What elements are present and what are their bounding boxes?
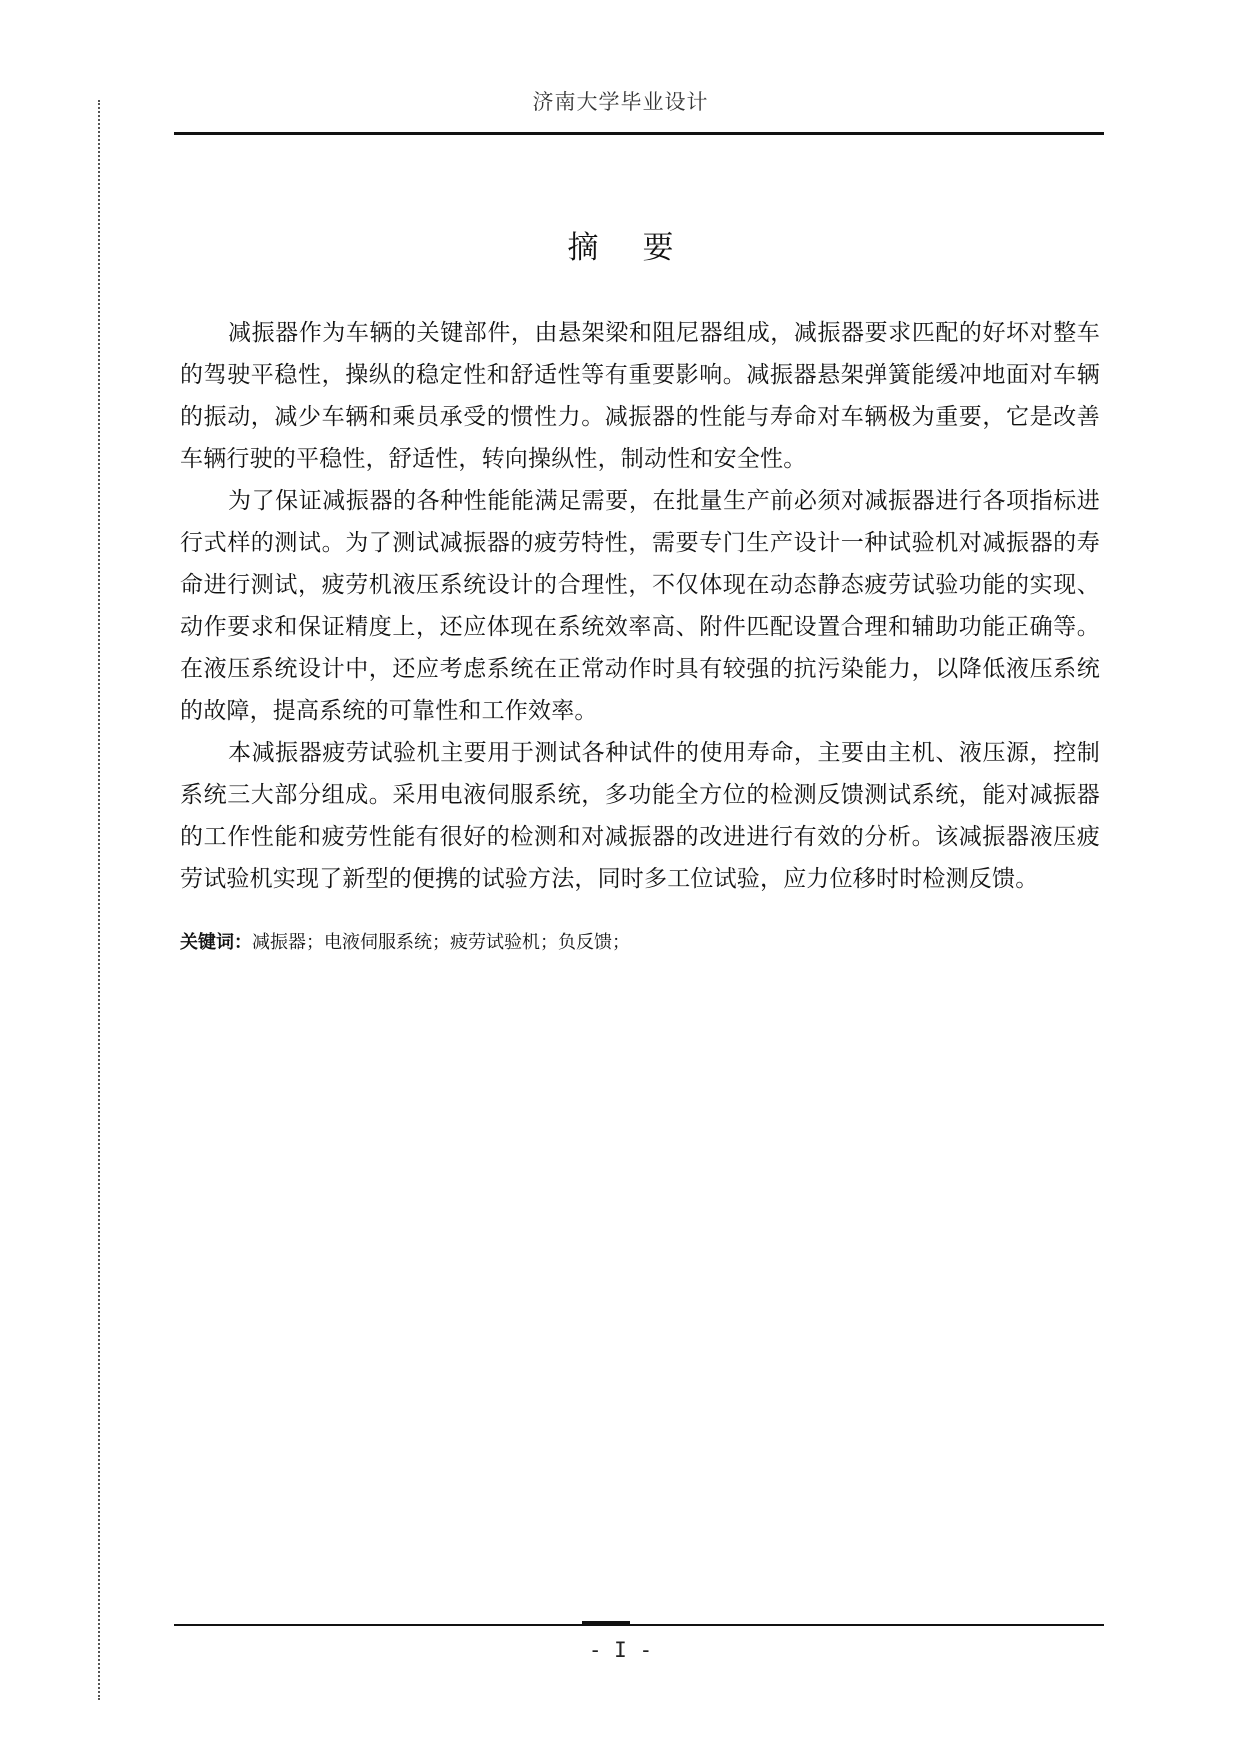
abstract-paragraph: 为了保证减振器的各种性能能满足需要，在批量生产前必须对减振器进行各项指标进行式样的测试。为了测试减振器的疲劳特性，需要专门生产设计一种试验机对减振器的寿命进行测试，疲劳机液压系统设计的合理性，不仅体现在动态静态疲劳试验功能的实现、动作要求和保证精度上，还应体现在系统效率高、附件匹配设置合理和辅助功能正确等。在液压系统设计中，还应考虑系统在正常动作时具有较强的抗污染能力，以降低液压系统的故障，提高系统的可靠性和工作效率。 <box>180 488 1100 724</box>
footer-rule-accent <box>582 1621 630 1624</box>
running-header: 济南大学毕业设计 <box>532 90 709 114</box>
keywords-value: 减振器；电液伺服系统；疲劳试验机；负反馈； <box>252 932 630 953</box>
page-number: - I - <box>588 1638 653 1662</box>
binding-margin-line <box>98 100 100 1700</box>
header-rule <box>174 132 1104 135</box>
keywords-label: 关键词： <box>180 932 252 953</box>
keywords-line <box>180 928 630 954</box>
abstract-paragraph: 本减振器疲劳试验机主要用于测试各种试件的使用寿命，主要由主机、液压源，控制系统三大部分组成。采用电液伺服系统，多功能全方位的检测反馈测试系统，能对减振器的工作性能和疲劳性能有很好的检测和对减振器的改进进行有效的分析。该减振器液压疲劳试验机实现了新型的便携的试验方法，同时多工位试验，应力位移时时检测反馈。 <box>180 740 1100 892</box>
abstract-body <box>180 312 1100 900</box>
abstract-paragraph: 减振器作为车辆的关键部件，由悬架梁和阻尼器组成，减振器要求匹配的好坏对整车的驾驶平稳性，操纵的稳定性和舒适性等有重要影响。减振器悬架弹簧能缓冲地面对车辆的振动，减少车辆和乘员承受的惯性力。减振器的性能与寿命对车辆极为重要，它是改善车辆行驶的平稳性，舒适性，转向操纵性，制动性和安全性。 <box>180 320 1100 472</box>
footer-rule <box>174 1624 1104 1626</box>
page-title: 摘要 <box>567 230 718 266</box>
